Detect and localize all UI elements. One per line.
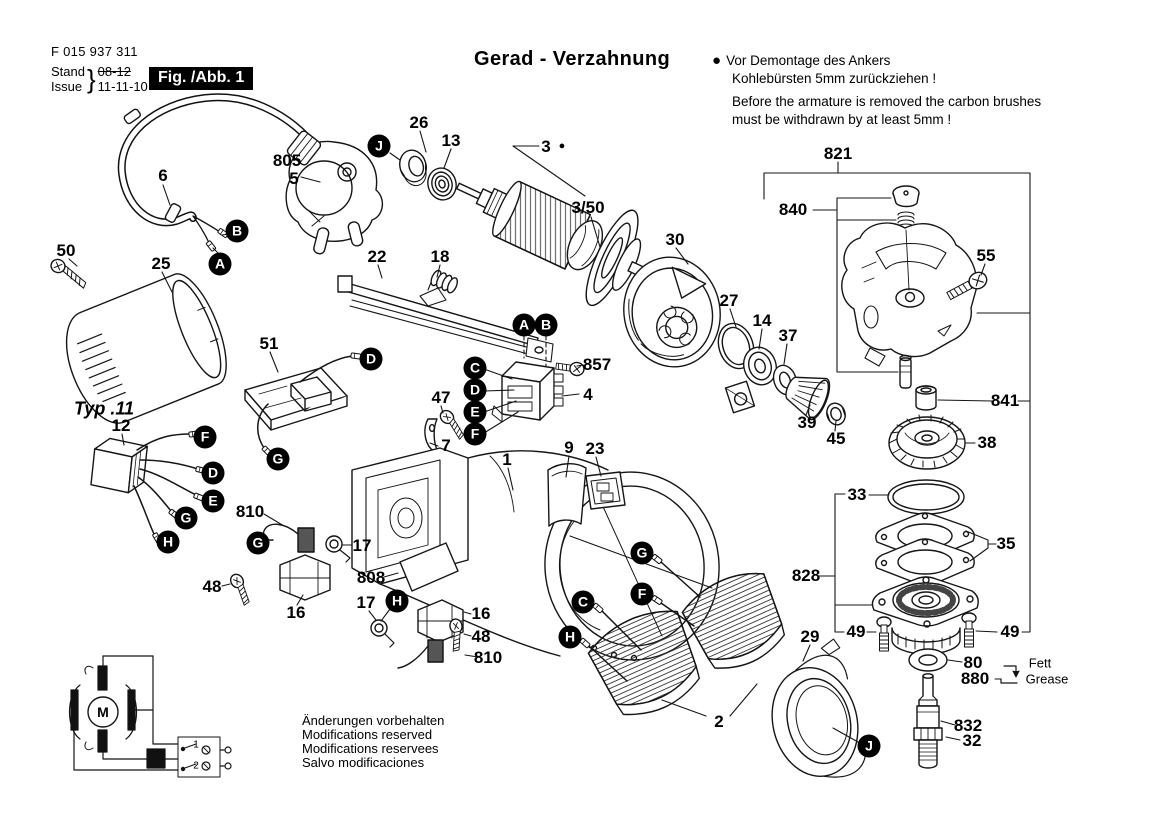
part-label-840: 840 [778,200,808,219]
issue-date: 11-11-10 [97,79,148,94]
part-label-880: 880 [960,669,990,688]
letter-marker-F: F [631,583,654,606]
letter-marker-D: D [360,348,383,371]
part-label-Typ.11: Typ .11 [73,398,135,419]
lock-button-840 [893,186,919,227]
part-label-29: 29 [800,627,820,646]
screw-50 [47,257,90,288]
part-label-Grease: Grease [1025,671,1069,687]
bearing-block [726,381,755,413]
figure-label: Fig. /Abb. 1 [149,67,253,90]
ring-26 [396,147,431,189]
screw-48-left [226,572,255,605]
spindle [914,674,942,768]
wiring-diagram [70,656,232,777]
circuit-terminal-2: 2 [193,760,199,772]
letter-marker-E: E [464,401,487,424]
sleeve-841 [916,386,936,410]
modifications-note [302,714,444,770]
part-label-2: 2 [714,712,724,731]
part-label-832: 832 [953,716,983,735]
letter-marker-A: A [209,253,232,276]
letter-marker-G: G [247,532,270,555]
part-label-33: 33 [847,485,867,504]
part-label-30: 30 [665,230,685,249]
o-ring-33 [888,480,964,514]
footer-line-3: Modifications reservees [302,741,439,756]
screw-49-left [877,617,891,651]
part-label-16: 16 [471,604,491,623]
circuit-terminal-1: 1 [193,739,199,751]
part-label-7: 7 [441,436,451,455]
part-label-13: 13 [441,131,461,150]
part-label-17: 17 [356,593,376,612]
part-label-18: 18 [430,247,450,266]
part-label-47: 47 [431,388,451,407]
letter-marker-B: B [226,220,249,243]
part-label-821: 821 [823,144,853,163]
letter-marker-C: C [572,591,595,614]
part-label-49: 49 [846,622,866,641]
part-label-25: 25 [151,254,171,273]
part-label-32: 32 [962,731,982,750]
protection-guard [756,638,871,790]
electronics-module [91,431,207,544]
gear-housing [842,223,977,388]
service-notice [712,52,1041,129]
part-label-23: 23 [585,439,605,458]
part-label-1: 1 [502,450,512,469]
bevel-gear-38 [889,415,965,469]
document-info [51,44,148,94]
part-label-810: 810 [473,648,503,667]
part-label-810: 810 [235,502,265,521]
notice-en-line2: must be withdrawn by at least 5mm ! [732,112,952,127]
part-label-4: 4 [583,385,593,404]
screw-47 [436,408,469,439]
part-label-9: 9 [564,438,574,457]
part-label-37: 37 [778,326,798,345]
part-label-39: 39 [797,413,817,432]
part-label-17: 17 [352,536,372,555]
part-label-Fett: Fett [1028,655,1052,671]
part-label-49: 49 [1000,622,1020,641]
bracket-7 [425,419,438,452]
page-title: Gerad - Verzahnung [474,48,671,70]
part-label-48: 48 [202,577,222,596]
letter-marker-G: G [175,507,198,530]
part-label-45: 45 [826,429,846,448]
letter-marker-E: E [202,490,225,513]
letter-marker-F: F [194,426,217,449]
letter-marker-G: G [267,448,290,471]
support-tray [245,353,361,456]
brace: } [86,64,96,94]
part-number: F 015 937 311 [51,44,138,59]
part-label-828: 828 [791,566,821,585]
mains-plug [286,130,383,255]
brush-holder-left [264,524,350,600]
footer-line-4: Salvo modificaciones [302,755,425,770]
grease-symbol [1001,666,1019,683]
latch-23 [586,472,625,509]
part-label-5: 5 [289,169,299,188]
issue-label: Issue [51,79,83,94]
brush-holder-mid [371,600,463,668]
rear-cover [52,267,238,434]
letter-marker-D: D [464,379,487,402]
letter-marker-F: F [464,423,487,446]
part-label-51: 51 [259,334,279,353]
part-label-808: 808 [356,568,386,587]
footer-line-2: Modifications reserved [302,727,433,742]
part-label-80: 80 [963,653,983,672]
part-label-38: 38 [977,433,997,452]
part-label-350: 3/50 [571,198,605,217]
letter-marker-H: H [386,590,409,613]
letter-marker-D: D [202,462,225,485]
stand-label: Stand [51,64,85,79]
letter-marker-A: A [513,314,536,337]
letter-marker-J: J [368,135,391,158]
notice-de-line2: Kohlebürsten 5mm zurückziehen ! [732,71,937,86]
part-label-857: 857 [582,355,612,374]
stand-date: 08-12 [97,64,131,79]
letter-marker-C: C [464,357,487,380]
part-label-805: 805 [272,151,302,170]
screw-49-right [962,613,976,647]
letter-marker-H: H [157,531,180,554]
part-label-6: 6 [158,166,168,185]
part-label-50: 50 [56,241,76,260]
switch [492,362,563,422]
bearing-13 [424,165,460,203]
part-label-16: 16 [286,603,306,622]
notice-en-line1: Before the armature is removed the carbon brushes [732,94,1042,109]
motor-symbol-label: M [97,704,109,720]
bullet-icon: ● [712,52,722,69]
part-label-27: 27 [719,291,739,310]
letter-marker-G: G [631,542,654,565]
washer-80 [909,649,947,671]
part-label-35: 35 [996,534,1016,553]
part-label-: ● [558,140,566,152]
part-label-12: 12 [111,416,131,435]
part-label-841: 841 [990,391,1020,410]
letter-marker-J: J [858,735,881,758]
part-label-22: 22 [367,247,387,266]
part-label-48: 48 [471,627,491,646]
letter-marker-B: B [535,314,558,337]
part-label-55: 55 [976,246,996,265]
notice-de-line1: Vor Demontage des Ankers [726,53,891,68]
part-label-26: 26 [409,113,429,132]
part-label-14: 14 [752,311,772,330]
footer-line-1: Änderungen vorbehalten [302,713,445,728]
part-label-3: 3 [541,137,551,156]
letter-marker-H: H [559,626,582,649]
